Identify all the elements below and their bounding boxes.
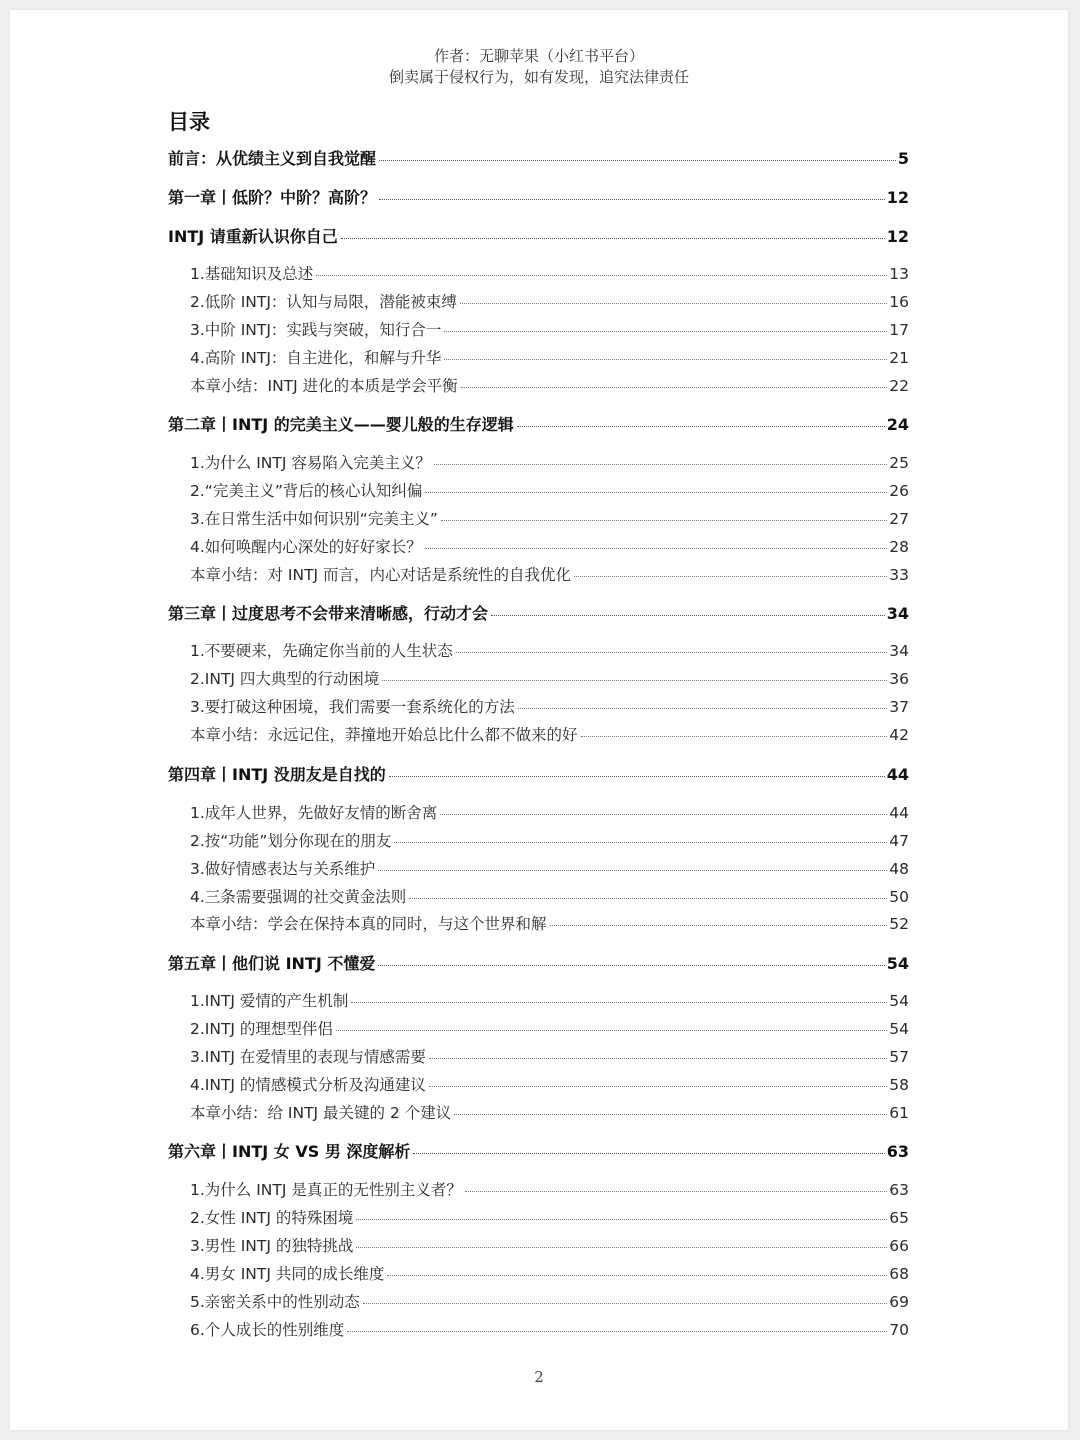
dot-leader (574, 575, 887, 577)
dot-leader (425, 491, 887, 493)
toc-entry-title: 2.低阶 INTJ：认知与局限，潜能被束缚 (190, 293, 457, 311)
dot-leader (465, 1190, 887, 1192)
toc-entry-page: 16 (889, 293, 909, 311)
toc-entry-page: 24 (886, 415, 909, 434)
toc-entry-page: 22 (889, 377, 909, 395)
dot-leader (550, 924, 888, 926)
toc-entry-title: 3.在日常生活中如何识别“完美主义” (190, 510, 438, 528)
toc-entry-page: 13 (889, 265, 909, 283)
toc-entry-title: 第四章丨INTJ 没朋友是自找的 (168, 765, 386, 784)
toc-entry-page: 66 (889, 1237, 909, 1255)
toc-entry-title: 本章小结：永远记住，莽撞地开始总比什么都不做来的好 (190, 726, 578, 744)
dot-leader (409, 897, 887, 899)
toc-entry-title: 3.INTJ 在爱情里的表现与情感需要 (190, 1048, 426, 1066)
toc-entry-page: 69 (889, 1293, 909, 1311)
dot-leader (444, 358, 887, 360)
dot-leader (356, 1218, 887, 1220)
dot-leader (379, 198, 885, 200)
toc-entry-page: 28 (889, 538, 909, 556)
dot-leader (581, 735, 888, 737)
toc-entry-page: 5 (897, 149, 909, 168)
toc-chapter-entry[interactable] (168, 601, 909, 624)
toc-section-entry[interactable] (190, 912, 909, 934)
document-page (10, 10, 1068, 1430)
toc-section-entry[interactable] (190, 1045, 909, 1067)
toc-entry-page: 50 (889, 888, 909, 906)
dot-leader (363, 1302, 887, 1304)
toc-section-entry[interactable] (190, 563, 909, 585)
toc-section-entry[interactable] (190, 1234, 909, 1256)
toc-entry-page: 61 (889, 1104, 909, 1122)
toc-section-entry[interactable] (190, 318, 909, 340)
toc-entry-title: 前言：从优绩主义到自我觉醒 (168, 149, 377, 168)
toc-section-entry[interactable] (190, 1017, 909, 1039)
toc-section-entry[interactable] (190, 262, 909, 284)
dot-leader (336, 1029, 887, 1031)
toc-entry-page: 58 (889, 1076, 909, 1094)
toc-entry-title: 2.“完美主义”背后的核心认知纠偏 (190, 482, 423, 500)
toc-entry-page: 65 (889, 1209, 909, 1227)
toc-entry-title: 5.亲密关系中的性别动态 (190, 1293, 360, 1311)
toc-entry-title: INTJ 请重新认识你自己 (168, 227, 338, 246)
toc-entry-title: 3.男性 INTJ 的独特挑战 (190, 1237, 354, 1255)
dot-leader (378, 964, 884, 966)
toc-section-entry[interactable] (190, 346, 909, 368)
toc-entry-title: 1.不要硬来，先确定你当前的人生状态 (190, 642, 453, 660)
toc-entry-page: 12 (886, 227, 909, 246)
toc-entry-page: 70 (889, 1321, 909, 1339)
toc-entry-page: 27 (889, 510, 909, 528)
toc-section-entry[interactable] (190, 989, 909, 1011)
toc-chapter-entry[interactable] (168, 951, 909, 974)
toc-entry-title: 第五章丨他们说 INTJ 不懂爱 (168, 954, 376, 973)
toc-section-entry[interactable] (190, 1262, 909, 1284)
toc-entry-title: 1.成年人世界，先做好友情的断舍离 (190, 804, 438, 822)
toc-section-entry[interactable] (190, 695, 909, 717)
dot-leader (387, 1274, 887, 1276)
toc-section-entry[interactable] (190, 507, 909, 529)
dot-leader (444, 330, 887, 332)
toc-entry-title: 1.INTJ 爱情的产生机制 (190, 992, 349, 1010)
toc-entry-page: 17 (889, 321, 909, 339)
dot-leader (379, 159, 896, 161)
dot-leader (356, 1246, 887, 1248)
toc-entry-title: 4.高阶 INTJ：自主进化，和解与升华 (190, 349, 442, 367)
toc-entry-page: 21 (889, 349, 909, 367)
toc-entry-page: 12 (886, 188, 909, 207)
copyright-notice: 倒卖属于侵权行为，如有发现，追究法律责任 (388, 68, 689, 86)
toc-entry-page: 34 (889, 642, 909, 660)
toc-entry-title: 第一章丨低阶？中阶？高阶？ (168, 188, 377, 207)
toc-entry-title: 2.INTJ 四大典型的行动困境 (190, 670, 380, 688)
dot-leader (456, 651, 887, 653)
toc-entry-title: 2.INTJ 的理想型伴侣 (190, 1020, 333, 1038)
toc-entry-title: 本章小结：给 INTJ 最关键的 2 个建议 (190, 1104, 452, 1122)
table-of-contents (10, 10, 1068, 1430)
toc-entry-page: 36 (889, 670, 909, 688)
toc-section-entry[interactable] (190, 1206, 909, 1228)
dot-leader (440, 813, 887, 815)
toc-section-entry[interactable] (190, 885, 909, 907)
dot-leader (389, 775, 885, 777)
dot-leader (441, 519, 887, 521)
toc-section-entry[interactable] (190, 1178, 909, 1200)
toc-entry-title: 本章小结：INTJ 进化的本质是学会平衡 (190, 377, 458, 395)
dot-leader (429, 1057, 887, 1059)
toc-entry-page: 54 (886, 954, 909, 973)
toc-heading: 目录 (168, 110, 210, 134)
dot-leader (378, 869, 887, 871)
dot-leader (394, 841, 887, 843)
toc-chapter-entry[interactable] (168, 762, 909, 785)
toc-entry-title: 2.女性 INTJ 的特殊困境 (190, 1209, 354, 1227)
toc-entry-title: 6.个人成长的性别维度 (190, 1321, 345, 1339)
toc-entry-title: 本章小结：学会在保持本真的同时，与这个世界和解 (190, 915, 547, 933)
toc-entry-page: 42 (889, 726, 909, 744)
toc-section-entry[interactable] (190, 374, 909, 396)
toc-entry-title: 3.中阶 INTJ：实践与突破，知行合一 (190, 321, 442, 339)
toc-entry-page: 63 (889, 1181, 909, 1199)
toc-entry-page: 54 (889, 1020, 909, 1038)
toc-entry-title: 第六章丨INTJ 女 VS 男 深度解析 (168, 1142, 411, 1161)
dot-leader (425, 547, 887, 549)
toc-entry-page: 44 (889, 804, 909, 822)
dot-leader (461, 386, 888, 388)
toc-chapter-entry[interactable] (168, 146, 909, 169)
dot-leader (316, 274, 887, 276)
toc-entry-page: 34 (886, 604, 909, 623)
toc-section-entry[interactable] (190, 535, 909, 557)
toc-chapter-entry[interactable] (168, 185, 909, 208)
dot-leader (434, 463, 887, 465)
toc-entry-page: 26 (889, 482, 909, 500)
dot-leader (460, 302, 887, 304)
dot-leader (491, 614, 885, 616)
dot-leader (382, 679, 887, 681)
toc-section-entry[interactable] (190, 1290, 909, 1312)
toc-entry-page: 63 (886, 1142, 909, 1161)
toc-section-entry[interactable] (190, 829, 909, 851)
toc-section-entry[interactable] (190, 1101, 909, 1123)
toc-entry-title: 1.为什么 INTJ 是真正的无性别主义者？ (190, 1181, 462, 1199)
toc-section-entry[interactable] (190, 801, 909, 823)
toc-section-entry[interactable] (190, 1318, 909, 1340)
dot-leader (347, 1330, 887, 1332)
author-line: 作者：无聊苹果（小红书平台） (433, 47, 644, 65)
toc-entry-title: 4.INTJ 的情感模式分析及沟通建议 (190, 1076, 426, 1094)
toc-section-entry[interactable] (190, 479, 909, 501)
toc-section-entry[interactable] (190, 290, 909, 312)
toc-entry-page: 68 (889, 1265, 909, 1283)
toc-entry-title: 4.男女 INTJ 共同的成长维度 (190, 1265, 385, 1283)
toc-entry-title: 第三章丨过度思考不会带来清晰感，行动才会 (168, 604, 489, 623)
dot-leader (517, 425, 885, 427)
toc-entry-title: 本章小结：对 INTJ 而言，内心对话是系统性的自我优化 (190, 566, 572, 584)
toc-entry-title: 4.三条需要强调的社交黄金法则 (190, 888, 407, 906)
toc-entry-page: 57 (889, 1048, 909, 1066)
toc-entry-page: 52 (889, 915, 909, 933)
toc-entry-page: 44 (886, 765, 909, 784)
toc-entry-page: 37 (889, 698, 909, 716)
toc-chapter-entry[interactable] (168, 224, 909, 247)
dot-leader (341, 237, 885, 239)
toc-entry-title: 2.按“功能”划分你现在的朋友 (190, 832, 392, 850)
dot-leader (454, 1113, 887, 1115)
toc-entry-title: 4.如何唤醒内心深处的好好家长？ (190, 538, 422, 556)
toc-section-entry[interactable] (190, 857, 909, 879)
toc-section-entry[interactable] (190, 723, 909, 745)
toc-entry-page: 25 (889, 454, 909, 472)
toc-entry-title: 3.要打破这种困境，我们需要一套系统化的方法 (190, 698, 515, 716)
toc-entry-page: 33 (889, 566, 909, 584)
page-number: 2 (534, 1368, 544, 1386)
toc-section-entry[interactable] (190, 1073, 909, 1095)
toc-entry-title: 1.为什么 INTJ 容易陷入完美主义？ (190, 454, 431, 472)
dot-leader (518, 707, 887, 709)
toc-entry-page: 48 (889, 860, 909, 878)
toc-section-entry[interactable] (190, 667, 909, 689)
dot-leader (429, 1085, 887, 1087)
toc-entry-page: 47 (889, 832, 909, 850)
toc-entry-page: 54 (889, 992, 909, 1010)
toc-section-entry[interactable] (190, 639, 909, 661)
toc-section-entry[interactable] (190, 451, 909, 473)
toc-entry-title: 1.基础知识及总述 (190, 265, 314, 283)
toc-chapter-entry[interactable] (168, 1139, 909, 1162)
toc-entry-title: 3.做好情感表达与关系维护 (190, 860, 376, 878)
dot-leader (413, 1152, 884, 1154)
toc-chapter-entry[interactable] (168, 412, 909, 435)
toc-entry-title: 第二章丨INTJ 的完美主义——婴儿般的生存逻辑 (168, 415, 514, 434)
dot-leader (351, 1001, 887, 1003)
